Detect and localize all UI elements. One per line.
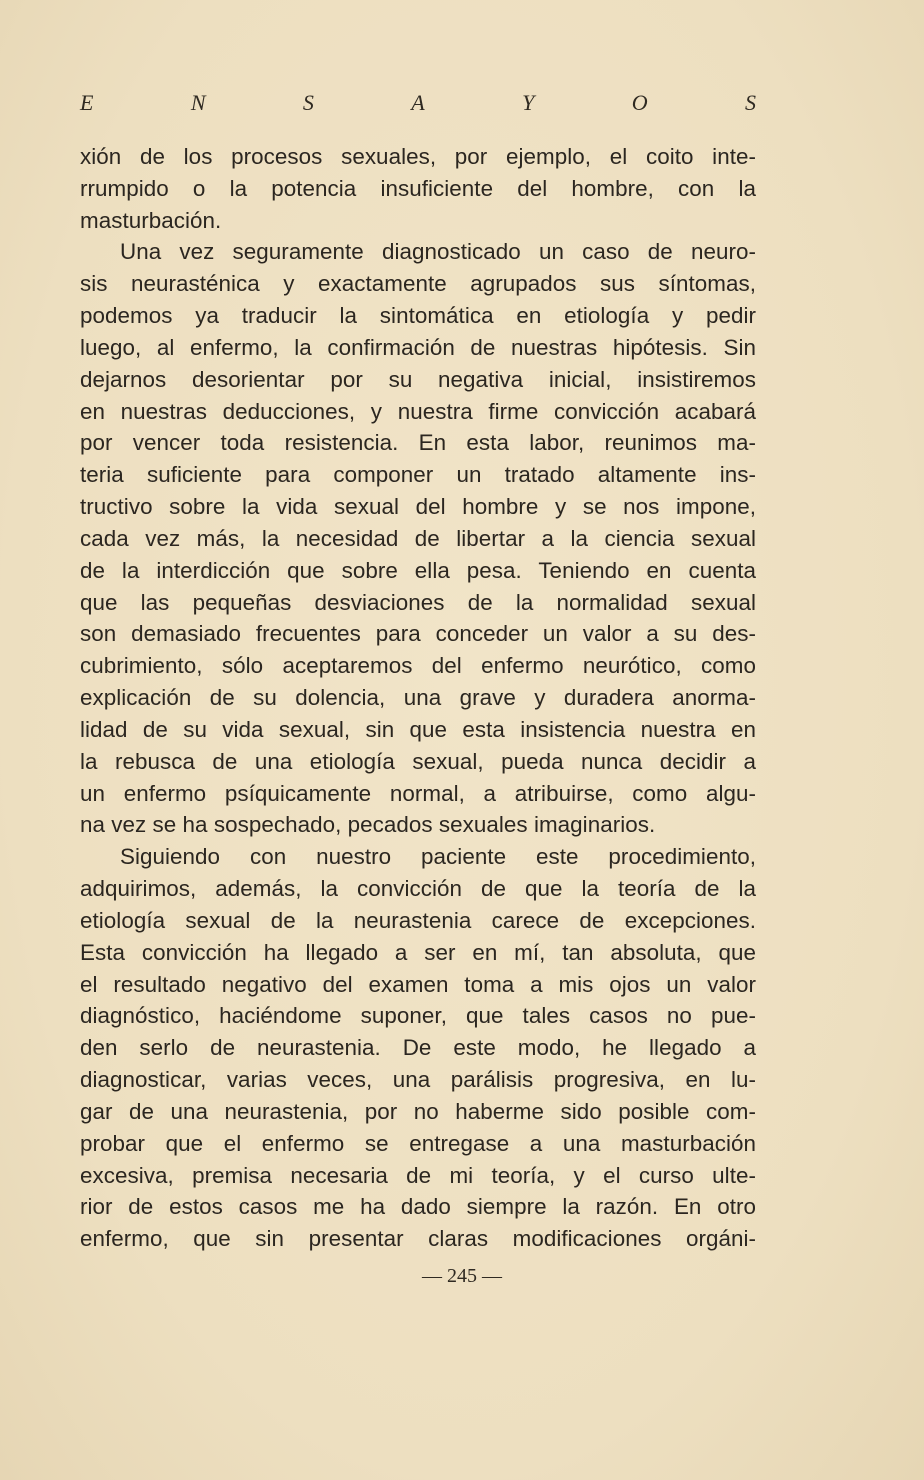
text-line: lidad de su vida sexual, sin que esta insistencia nuestra en [80, 716, 756, 742]
text-line: tructivo sobre la vida sexual del hombre y se nos impone, [80, 494, 756, 520]
text-line: probar que el enfermo se entregase a una masturbación [80, 1130, 756, 1156]
text-line: Esta convicción ha llegado a ser en mí, tan absoluta, que [80, 939, 756, 965]
text-line: luego, al enfermo, la confirmación de nuestras hipótesis. Sin [80, 334, 756, 360]
text-line: cubrimiento, sólo aceptaremos del enfermo neurótico, como [80, 653, 756, 679]
text-line: la rebusca de una etiología sexual, pueda nunca decidir a [80, 748, 756, 774]
text-line: por vencer toda resistencia. En esta labor, reunimos ma- [80, 430, 756, 456]
text-line: el resultado negativo del examen toma a mis ojos un valor [80, 971, 756, 997]
running-head-letter: Y [522, 90, 535, 115]
text-line: xión de los procesos sexuales, por ejemplo, el coito inte- [80, 144, 756, 169]
text-line: un enfermo psíquicamente normal, a atribuirse, como algu- [80, 780, 756, 806]
text-line: son demasiado frecuentes para conceder un valor a su des- [80, 621, 756, 647]
text-line: cada vez más, la necesidad de libertar a la ciencia sexual [80, 525, 756, 551]
running-head-letter: S [302, 90, 314, 115]
text-line: diagnóstico, haciéndome suponer, que tales casos no pue- [80, 1003, 756, 1029]
text-line: en nuestras deducciones, y nuestra firme convicción acabará [80, 398, 756, 424]
text-line: etiología sexual de la neurastenia carece de excepciones. [80, 907, 756, 933]
text-line: gar de una neurastenia, por no haberme sido posible com- [80, 1098, 756, 1124]
text-line: diagnosticar, varias veces, una parálisis progresiva, en lu- [80, 1067, 756, 1093]
running-head-letter: O [631, 90, 648, 115]
text-line: que las pequeñas desviaciones de la normalidad sexual [80, 589, 756, 615]
running-head-letter: E [80, 90, 94, 115]
text-line: rrumpido o la potencia insuficiente del hombre, con la [80, 175, 756, 201]
text-line: masturbación. [80, 207, 222, 233]
text-line: explicación de su dolencia, una grave y duradera anorma- [80, 685, 756, 711]
text-line: teria suficiente para componer un tratado altamente ins- [80, 462, 756, 488]
text-line: podemos ya traducir la sintomática en etiología y pedir [80, 303, 756, 329]
text-line: Siguiendo con nuestro paciente este procedimiento, [120, 844, 756, 870]
text-line: Una vez seguramente diagnosticado un caso de neuro- [120, 239, 756, 265]
running-head [80, 88, 756, 118]
text-line: adquirimos, además, la convicción de que la teoría de la [80, 876, 756, 902]
page-number: — 245 — [422, 1265, 502, 1287]
text-line: de la interdicción que sobre ella pesa. Teniendo en cuenta [80, 557, 756, 583]
running-head-letter: N [190, 90, 206, 115]
running-head-letter: S [744, 90, 756, 115]
text-line: den serlo de neurastenia. De este modo, he llegado a [80, 1035, 756, 1061]
text-line: na vez se ha sospechado, pecados sexuales imaginarios. [80, 812, 656, 838]
running-head-letter: A [411, 90, 425, 115]
text-line: sis neurasténica y exactamente agrupados sus síntomas, [80, 271, 756, 297]
text-line: excesiva, premisa necesaria de mi teoría, y el curso ulte- [80, 1162, 756, 1188]
body-text [80, 141, 756, 1255]
text-line: dejarnos desorientar por su negativa inicial, insistiremos [80, 366, 756, 392]
text-line: rior de estos casos me ha dado siempre la razón. En otro [80, 1194, 756, 1220]
text-line: enfermo, que sin presentar claras modificaciones orgáni- [80, 1226, 756, 1252]
